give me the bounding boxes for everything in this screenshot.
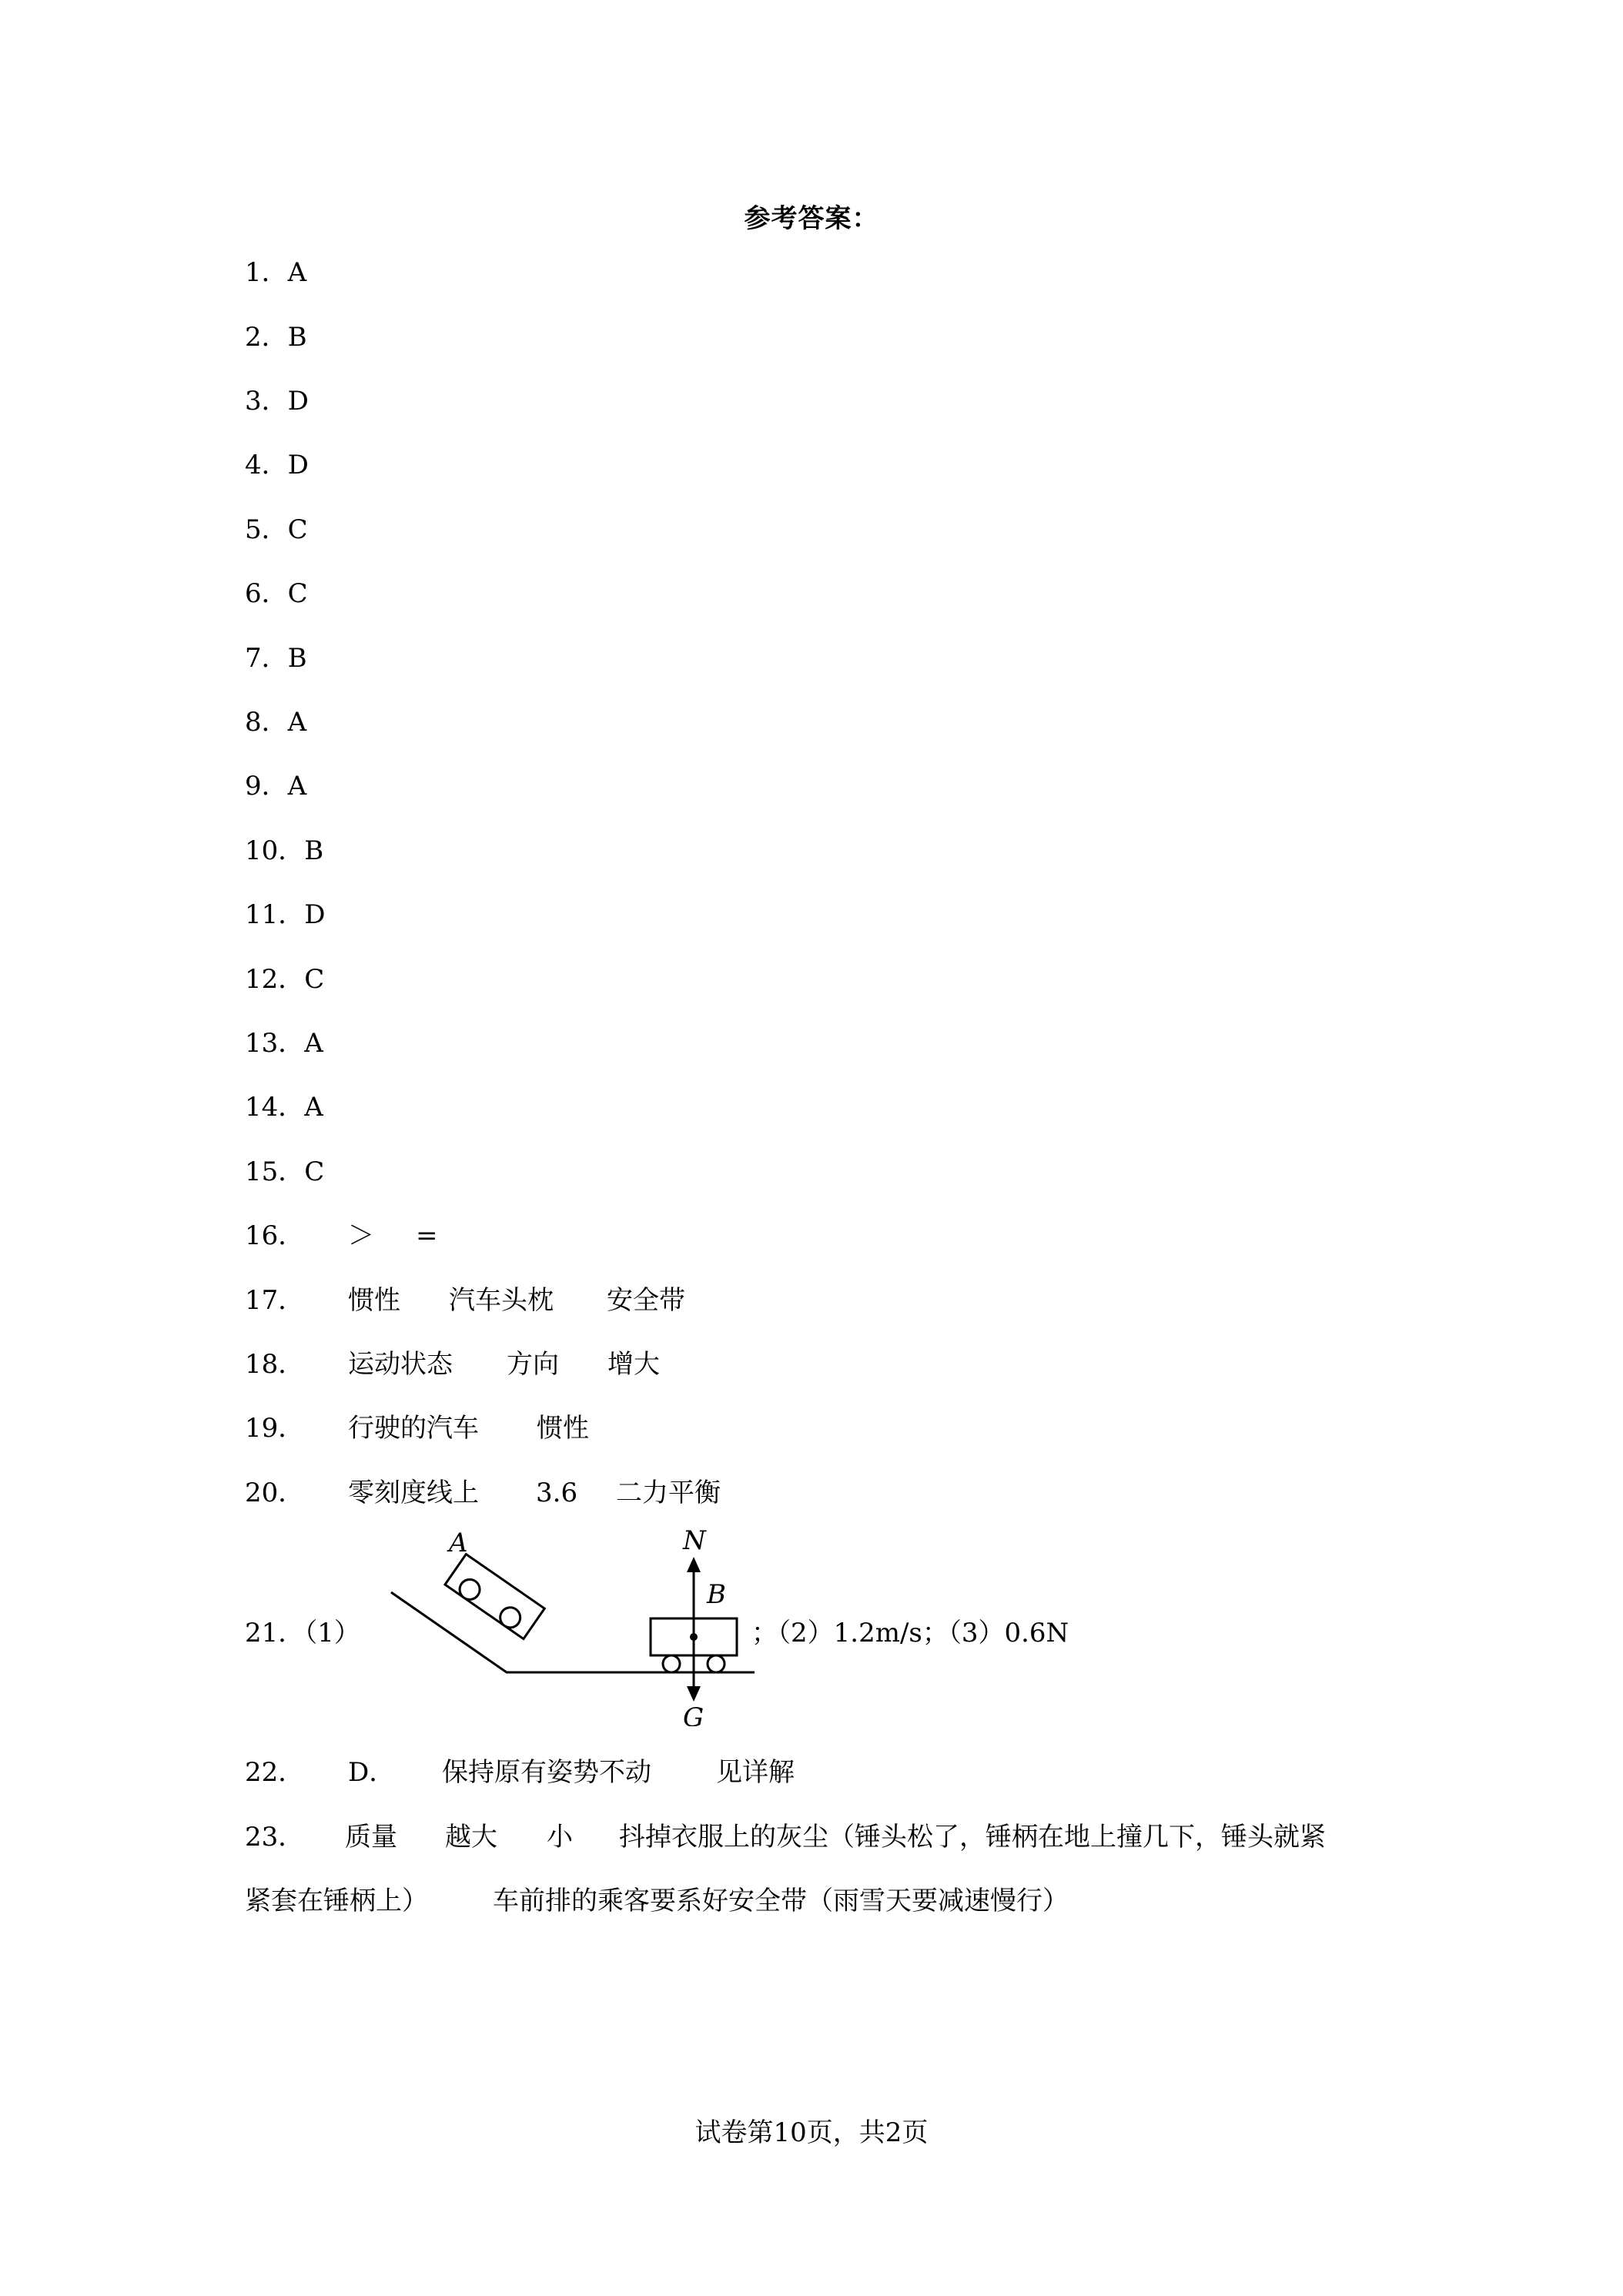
label-a: A xyxy=(449,1528,468,1558)
normal-force-arrowhead xyxy=(687,1557,701,1572)
answer-row xyxy=(245,638,307,678)
answer-row xyxy=(245,317,307,357)
answer-row xyxy=(245,895,326,935)
question-number: 2． xyxy=(245,322,288,353)
question-number: 8． xyxy=(245,707,288,738)
question-number: 22． xyxy=(245,1757,305,1788)
answer-value: A xyxy=(304,1092,323,1123)
question-number: 11． xyxy=(245,899,305,930)
blank-answer: 行驶的汽车 xyxy=(348,1413,479,1444)
question-number: 3． xyxy=(245,386,288,417)
blank-answer: 零刻度线上 xyxy=(348,1478,479,1508)
gravity-arrowhead xyxy=(687,1686,701,1702)
blank-answer: 方向 xyxy=(507,1349,559,1380)
answer-text: ；（2）1.2m/s；（3）0.6N xyxy=(751,1618,1069,1648)
answer-row xyxy=(245,702,306,742)
blank-answer: 质量 xyxy=(345,1822,397,1853)
question-number: 5． xyxy=(245,514,288,545)
question-number: 6． xyxy=(245,578,288,609)
blank-answer: 运动状态 xyxy=(348,1349,453,1380)
blank-answer: 惯性 xyxy=(537,1413,589,1444)
question-number: 21．（1） xyxy=(245,1618,360,1648)
answer-value: B xyxy=(287,322,307,353)
answer-row xyxy=(245,574,308,614)
answer-value: C xyxy=(304,1156,325,1187)
answer-row xyxy=(245,766,306,806)
answer-value: D xyxy=(304,899,326,930)
answer-text: 车前排的乘客要系好安全带（雨雪天要减速慢行） xyxy=(493,1886,1069,1916)
question-number: 4． xyxy=(245,450,288,480)
answer-value: C xyxy=(304,964,325,995)
question-number: 23． xyxy=(245,1822,305,1853)
question-number: 9． xyxy=(245,771,288,802)
blank-answer: 汽车头枕 xyxy=(449,1285,554,1316)
blank-answer: 3.6 xyxy=(536,1478,578,1508)
answer-value: A xyxy=(287,257,307,288)
answer-value: B xyxy=(287,643,307,674)
answer-value: A xyxy=(304,1028,323,1059)
question-number: 13． xyxy=(245,1028,305,1059)
force-diagram xyxy=(339,1525,770,1726)
question-number: 14． xyxy=(245,1092,305,1123)
answer-value: C xyxy=(287,514,308,545)
answer-row xyxy=(245,510,308,550)
answer-row xyxy=(245,1023,323,1063)
answer-row xyxy=(245,253,306,293)
question-number: 17． xyxy=(245,1285,305,1316)
cart-b-wheel xyxy=(708,1655,724,1672)
answer-row xyxy=(245,1152,324,1192)
blank-answer: 保持原有姿势不动 xyxy=(442,1757,651,1788)
blank-answer: D． xyxy=(348,1757,396,1788)
question-number: 7． xyxy=(245,643,288,674)
label-b: B xyxy=(707,1579,726,1610)
cart-a-body xyxy=(445,1555,544,1639)
answer-text: 抖掉衣服上的灰尘（锤头松了，锤柄在地上撞几下，锤头就紧 xyxy=(619,1822,1326,1853)
blank-answer: 小 xyxy=(547,1822,573,1853)
blank-answer: 惯性 xyxy=(348,1285,400,1316)
question-number: 10． xyxy=(245,835,305,866)
blank-answer: 越大 xyxy=(445,1822,497,1853)
answer-text: 紧套在锤柄上） xyxy=(245,1886,428,1916)
question-number: 19． xyxy=(245,1413,305,1444)
answer-row xyxy=(245,445,309,485)
answer-value: A xyxy=(287,771,307,802)
blank-answer: = xyxy=(416,1220,438,1251)
answer-value: C xyxy=(287,578,308,609)
page-title: 参考答案： xyxy=(744,203,879,234)
blank-answer: 安全带 xyxy=(607,1285,685,1316)
cart-a xyxy=(445,1555,544,1639)
label-n: N xyxy=(683,1525,706,1556)
answer-row xyxy=(245,959,324,999)
answer-row xyxy=(245,831,323,871)
answer-value: D xyxy=(287,450,309,480)
page-footer: 试卷第10页，共2页 xyxy=(694,2117,929,2148)
blank-answer: 见详解 xyxy=(716,1757,795,1788)
label-g: G xyxy=(683,1702,704,1726)
question-number: 16． xyxy=(245,1220,305,1251)
question-number: 15． xyxy=(245,1156,305,1187)
answer-value: B xyxy=(304,835,324,866)
blank-answer: 二力平衡 xyxy=(616,1478,721,1508)
answer-row xyxy=(245,381,309,421)
question-number: 1． xyxy=(245,257,288,288)
question-number: 18． xyxy=(245,1349,305,1380)
blank-answer: ＞ xyxy=(348,1220,374,1251)
answer-row xyxy=(245,1087,323,1127)
cart-b-wheel xyxy=(663,1655,680,1672)
question-number: 12． xyxy=(245,964,305,995)
blank-answer: 增大 xyxy=(607,1349,660,1380)
answer-value: A xyxy=(287,707,307,738)
answer-value: D xyxy=(287,386,309,417)
question-number: 20． xyxy=(245,1478,305,1508)
